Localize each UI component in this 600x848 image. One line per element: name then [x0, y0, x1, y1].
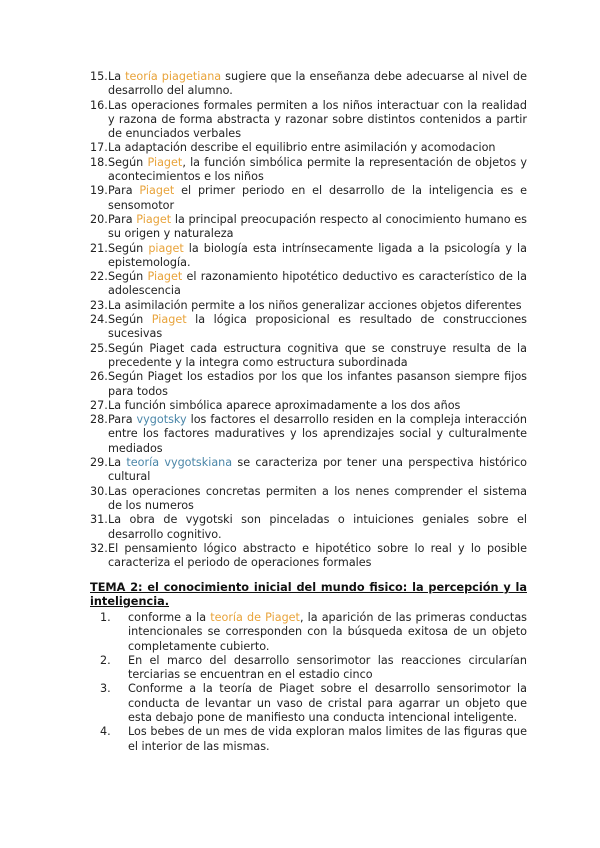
- list-item: [90, 542, 527, 571]
- list-item: [90, 156, 527, 185]
- highlighted-term: Piaget: [147, 270, 183, 284]
- text-run: Los bebes de un mes de vida exploran malos limites de las figuras que el interior de las mismas.: [128, 725, 527, 753]
- list-item: [100, 682, 527, 725]
- list-item: [90, 370, 527, 399]
- text-run: el primer periodo en el desarrollo de la inteligencia es e sensomotor: [108, 184, 527, 212]
- text-run: la lógica proposicional es resultado de construcciones sucesivas: [108, 313, 527, 341]
- item-number: 3.: [100, 682, 111, 696]
- item-number: 22.: [90, 270, 108, 284]
- text-run: , la aparición de las primeras conductas intencionales se corresponden con la búsqueda exitosa de un objeto completamente cubierto.: [128, 611, 528, 653]
- list-item: [90, 399, 527, 413]
- item-number: 25.: [90, 341, 108, 355]
- text-run: , la función simbólica permite la representación de objetos y acontecimientos e los niños: [108, 155, 527, 184]
- item-number: 26.: [90, 370, 108, 384]
- list-item: [100, 653, 527, 683]
- text-run: Para: [108, 413, 137, 427]
- text-run: La función simbólica aparece aproximadamente a los dos años: [108, 398, 461, 412]
- item-number: 27.: [90, 398, 108, 412]
- item-number: 16.: [90, 98, 108, 112]
- item-number: 2.: [100, 653, 111, 667]
- text-run: La: [108, 70, 126, 83]
- text-run: Para: [108, 212, 137, 226]
- list-item: [90, 99, 527, 142]
- list-item: [90, 313, 527, 342]
- text-run: Según Piaget cada estructura cognitiva que se construye resulta de la precedente y la integra como estructura subordinada: [108, 341, 527, 369]
- item-number: 4.: [100, 725, 111, 739]
- text-run: Según Piaget los estadios por los que los infantes pasanson siempre fijos para todos: [108, 370, 527, 398]
- item-number: 30.: [90, 484, 108, 498]
- highlighted-term: Piaget: [147, 155, 183, 169]
- item-text: [128, 611, 527, 653]
- item-text: [128, 654, 527, 681]
- text-run: El pensamiento lógico abstracto e hipotético sobre lo real y lo posible caracteriza el periodo de operaciones formales: [108, 541, 527, 570]
- item-number: 1.: [100, 611, 111, 624]
- item-text: [108, 485, 527, 512]
- item-text: [108, 270, 527, 297]
- list-item: [90, 242, 527, 271]
- item-text: [108, 70, 527, 97]
- item-number: 29.: [90, 456, 108, 470]
- item-text: [128, 725, 527, 752]
- item-number: 17.: [90, 141, 108, 155]
- item-text: [108, 213, 527, 240]
- text-run: La: [108, 456, 127, 470]
- list-item: [90, 141, 527, 155]
- item-number: 15.: [90, 70, 108, 83]
- highlighted-term: piaget: [148, 241, 184, 255]
- item-number: 19.: [90, 184, 108, 198]
- text-run: Según: [108, 270, 148, 284]
- item-text: [108, 513, 527, 540]
- text-run: Las operaciones formales permiten a los niños interactuar con la realidad y razona de forma abstracta y razonar sobre distintos contenidos a partir de enunciados verbales: [108, 98, 527, 141]
- item-number: 20.: [90, 212, 108, 226]
- question-list-tema-2: [100, 611, 528, 754]
- item-text: [108, 242, 527, 269]
- text-run: conforme a la: [128, 611, 211, 624]
- text-run: la principal preocupación respecto al conocimiento humano es su origen y naturaleza: [108, 212, 527, 241]
- highlighted-term: Piaget: [139, 184, 175, 198]
- list-item: [90, 299, 527, 313]
- item-text: [108, 156, 527, 183]
- highlighted-term: vygotsky: [136, 413, 187, 427]
- text-run: En el marco del desarrollo sensorimotor las reacciones circularían terciarias se encuentran en el estadio cinco: [128, 653, 527, 682]
- list-item: [90, 270, 527, 299]
- text-run: Para: [108, 184, 140, 198]
- item-text: [108, 399, 460, 412]
- text-run: la biología esta intrínsecamente ligada a la psicología y la epistemología.: [108, 241, 527, 269]
- highlighted-term: Piaget: [151, 313, 187, 327]
- item-number: 32.: [90, 541, 108, 555]
- item-text: [128, 682, 527, 724]
- text-run: Las operaciones concretas permiten a los nenes comprender el sistema de los numeros: [108, 484, 527, 512]
- item-text: [108, 184, 527, 211]
- text-run: La adaptación describe el equilibrio entre asimilación y acomodacion: [108, 141, 496, 155]
- item-text: [108, 342, 527, 369]
- item-number: 31.: [90, 513, 108, 527]
- item-number: 24.: [90, 313, 108, 327]
- list-item: [90, 213, 527, 242]
- text-run: La asimilación permite a los niños generalizar acciones objetos diferentes: [108, 298, 522, 312]
- text-run: sugiere que la enseñanza debe adecuarse al nivel de desarrollo del alumno.: [108, 70, 527, 98]
- item-text: [108, 141, 496, 154]
- text-run: La obra de vygotski son pinceladas o intuiciones geniales sobre el desarrollo cognitivo.: [108, 513, 527, 541]
- list-item: [90, 184, 527, 213]
- text-run: Según: [108, 155, 148, 169]
- text-run: Según: [108, 241, 149, 255]
- question-list-tema-1: [90, 70, 527, 570]
- list-item: [90, 456, 527, 485]
- item-text: [108, 413, 527, 455]
- item-text: [108, 313, 527, 340]
- list-item: [90, 342, 527, 371]
- highlighted-term: Piaget: [136, 212, 172, 226]
- item-text: [108, 542, 527, 569]
- item-number: 21.: [90, 241, 108, 255]
- text-run: Conforme a la teoría de Piaget sobre el desarrollo sensorimotor la conducta de levantar un vaso de cristal para agarrar un objeto que esta debajo pone de manifiesto una conducta intencional inteligente.: [128, 682, 527, 725]
- item-text: [108, 456, 527, 483]
- item-text: [108, 370, 527, 397]
- section-heading-tema-2: TEMA 2: el conocimiento inicial del mundo fisico: la percepción y la inteligencia.: [90, 581, 527, 609]
- list-item: [90, 70, 527, 99]
- list-item: [100, 725, 527, 754]
- item-number: 18.: [90, 155, 108, 169]
- item-number: 23.: [90, 298, 108, 312]
- item-text: [108, 299, 522, 312]
- list-item: [90, 485, 527, 514]
- list-item: [100, 611, 528, 654]
- list-item: [90, 513, 527, 542]
- text-run: Según: [108, 313, 152, 327]
- text-run: se caracteriza por tener una perspectiva histórico cultural: [108, 456, 527, 484]
- text-run: los factores el desarrollo residen en la compleja interacción entre los factores maduratives y los aprendizajes social y culturalmente mediados: [108, 413, 527, 455]
- text-run: el razonamiento hipotético deductivo es característico de la adolescencia: [108, 270, 527, 298]
- list-item: [90, 413, 527, 456]
- highlighted-term: teoría piagetiana: [125, 70, 222, 83]
- highlighted-term: teoría de Piaget: [210, 611, 300, 624]
- item-text: [108, 99, 527, 141]
- highlighted-term: teoría vygotskiana: [126, 456, 233, 470]
- item-number: 28.: [90, 413, 108, 427]
